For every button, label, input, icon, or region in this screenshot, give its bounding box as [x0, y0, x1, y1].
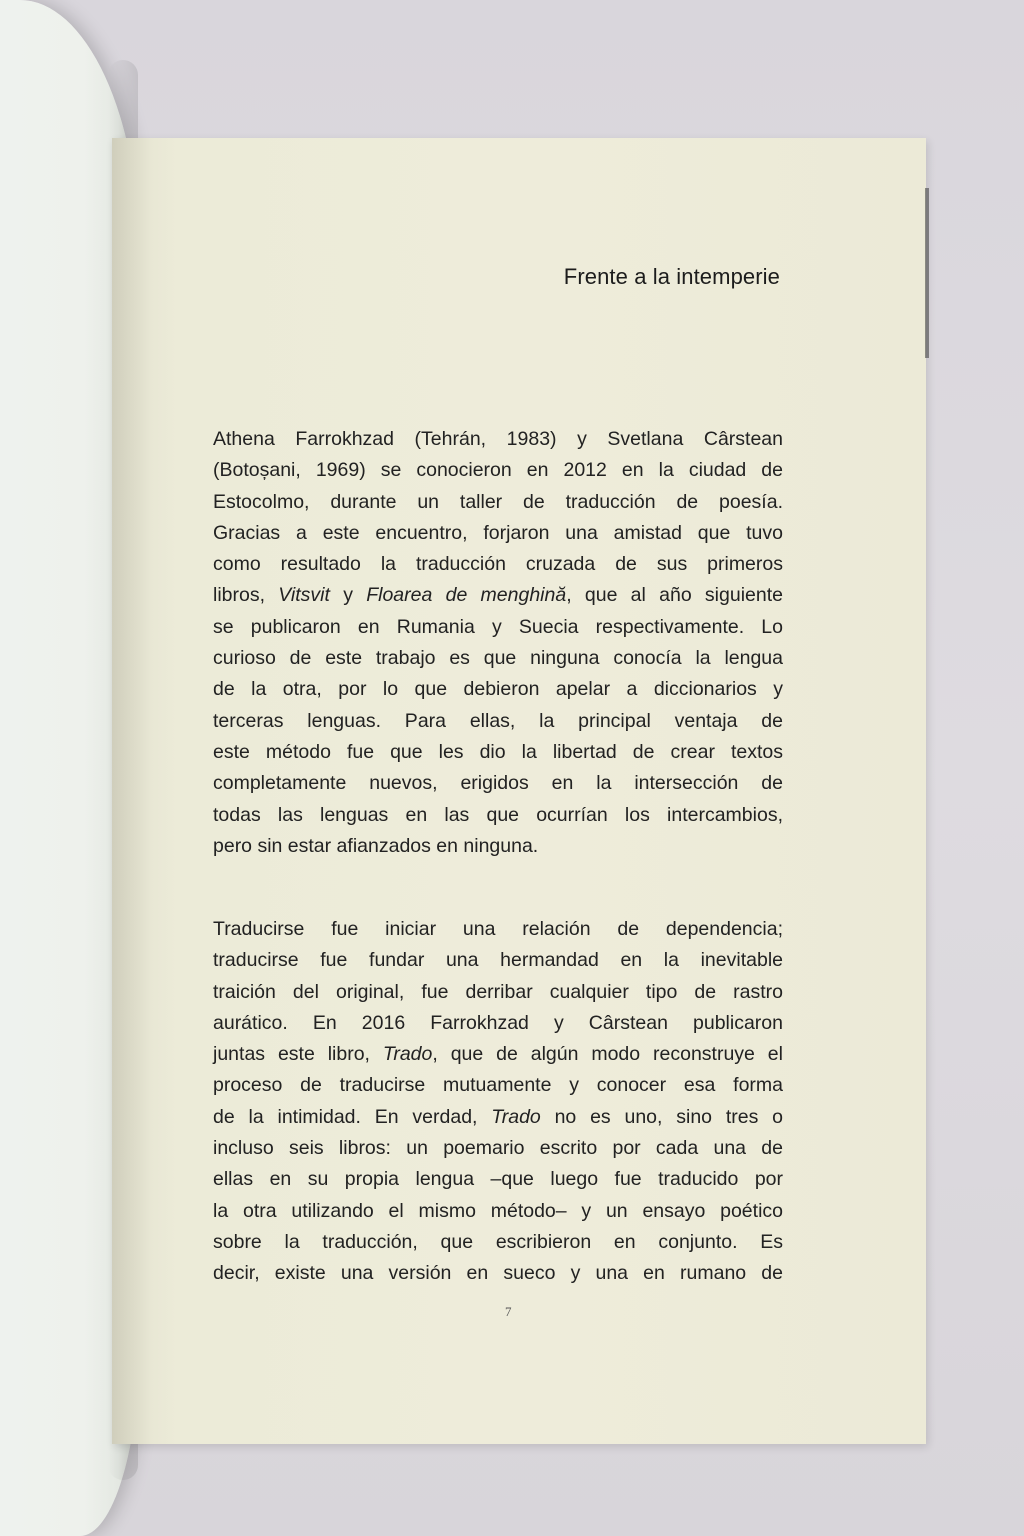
text-line: Athena Farrokhzad (Tehrán, 1983) y Svetlana Cârstean — [213, 428, 783, 450]
text-line: sobre la traducción, que escribieron en conjunto. Es — [213, 1230, 783, 1253]
book-page — [112, 138, 926, 1444]
text-line: aurático. En 2016 Farrokhzad y Cârstean publicaron — [213, 1011, 783, 1034]
gutter-shadow — [112, 138, 152, 1444]
text-line: de la otra, por lo que debieron apelar a diccionarios y — [213, 678, 783, 701]
book-title-vitsvit: Vitsvit — [278, 584, 330, 607]
text-run: juntas este libro, — [213, 1043, 383, 1066]
text-line: todas las lenguas en las que ocurrían los intercambios, — [213, 803, 783, 826]
book-title-trado: Trado — [382, 1043, 433, 1066]
text-line: Estocolmo, durante un taller de traducción de poesía. — [213, 490, 783, 513]
page-edge — [925, 188, 929, 358]
text-line — [213, 580, 783, 611]
text-line: (Botoșani, 1969) se conocieron en 2012 en la ciudad de — [213, 459, 783, 482]
text-line: la otra utilizando el mismo método– y un ensayo poético — [213, 1199, 783, 1222]
text-line: pero sin estar afianzados en ninguna. — [213, 834, 539, 857]
page-number: 7 — [505, 1304, 512, 1319]
text-line: Gracias a este encuentro, forjaron una amistad que tuvo — [213, 521, 783, 544]
text-line: traducirse fue fundar una hermandad en la inevitable — [213, 949, 783, 972]
text-line: Traducirse fue iniciar una relación de dependencia; — [213, 918, 783, 940]
text-run: y — [329, 584, 367, 607]
text-line: completamente nuevos, erigidos en la intersección de — [213, 772, 783, 795]
text-line: este método fue que les dio la libertad de crear textos — [213, 740, 783, 763]
text-line: traición del original, fue derribar cualquier tipo de rastro — [213, 980, 783, 1003]
text-line: terceras lenguas. Para ellas, la principal ventaja de — [213, 709, 783, 732]
text-line: curioso de este trabajo es que ninguna conocía la lengua — [213, 647, 783, 670]
text-line: se publicaron en Rumania y Suecia respectivamente. Lo — [213, 615, 783, 638]
text-line: como resultado la traducción cruzada de sus primeros — [213, 553, 783, 576]
book-title-floarea: Floarea de menghină — [366, 584, 567, 607]
text-line: incluso seis libros: un poemario escrito por cada una de — [213, 1137, 783, 1160]
text-run: no es uno, sino tres o — [540, 1105, 783, 1128]
book-title-trado: Trado — [491, 1105, 541, 1128]
paragraph-1 — [213, 424, 783, 862]
text-run: , que de algún modo reconstruye el — [432, 1043, 783, 1066]
text-run: libros, — [213, 584, 279, 607]
text-line — [213, 1039, 783, 1070]
text-run: de la intimidad. En verdad, — [213, 1105, 492, 1128]
text-line — [213, 1102, 783, 1133]
text-line: proceso de traducirse mutuamente y conocer esa forma — [213, 1074, 783, 1097]
paragraph-2 — [213, 914, 783, 1290]
text-run: , que al año siguiente — [566, 584, 783, 607]
chapter-title: Frente a la intemperie — [563, 264, 780, 289]
text-line: decir, existe una versión en sueco y una en rumano de — [213, 1262, 783, 1285]
text-line: ellas en su propia lengua –que luego fue traducido por — [213, 1168, 783, 1191]
